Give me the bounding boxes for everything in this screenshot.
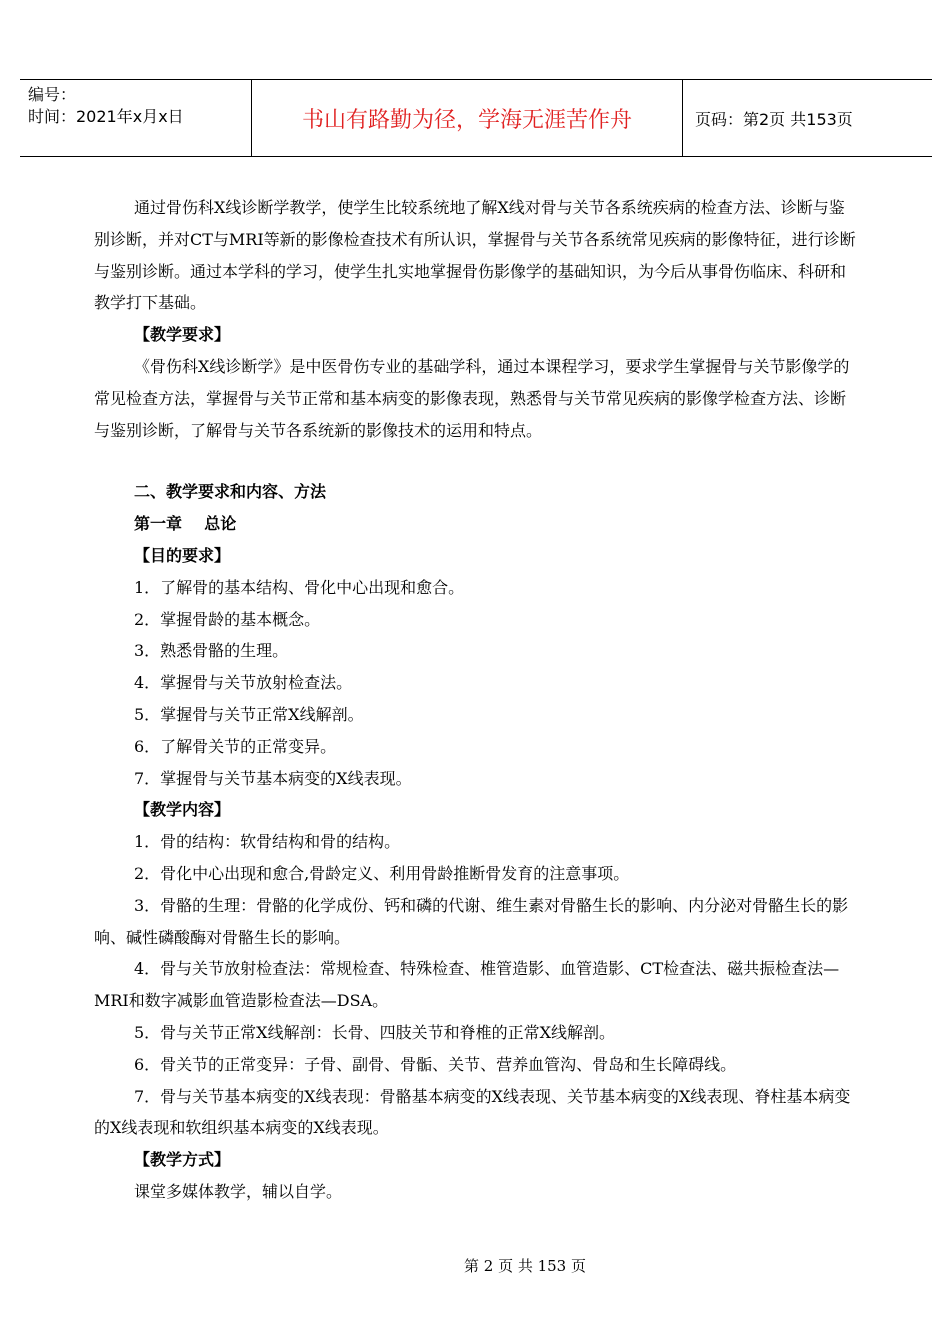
objective-item: 1．了解骨的基本结构、骨化中心出现和愈合。 [134, 577, 465, 597]
time-label: 时间：2021年x月x日 [28, 107, 184, 126]
section-heading: 二、教学要求和内容、方法 [134, 482, 327, 502]
objective-item: 5．掌握骨与关节正常X线解剖。 [134, 704, 364, 724]
header-motto: 书山有路勤为径，学海无涯苦作舟 [252, 80, 683, 156]
teaching-req-heading: 【教学要求】 [134, 325, 231, 345]
objective-item: 7．掌握骨与关节基本病变的X线表现。 [134, 768, 412, 788]
header-meta [20, 80, 252, 156]
content-item: 3．骨骼的生理：骨骼的化学成份、钙和磷的代谢、维生素对骨骼生长的影响、内分泌对骨骼生长的影响、碱性磷酸酶对骨骼生长的影响。 [94, 895, 849, 947]
content-item: 2．骨化中心出现和愈合,骨龄定义、利用骨龄推断骨发育的注意事项。 [134, 863, 630, 883]
content-item: 1．骨的结构：软骨结构和骨的结构。 [134, 832, 401, 852]
intro-paragraph: 通过骨伤科X线诊断学教学，使学生比较系统地了解X线对骨与关节各系统疾病的检查方法、诊断与鉴别诊断，并对CT与MRI等新的影像检查技术有所认识，掌握骨与关节各系统常见疾病的影像特征，进行诊断与鉴别诊断。通过本学科的学习，使学生扎实地掌握骨伤影像学的基础知识，为今后从事骨伤临床、科研和教学打下基础。 [94, 198, 856, 313]
content-item: 7．骨与关节基本病变的X线表现：骨骼基本病变的X线表现、关节基本病变的X线表现、脊柱基本病变的X线表现和软组织基本病变的X线表现。 [94, 1086, 851, 1138]
objective-item: 6．了解骨关节的正常变异。 [134, 736, 337, 756]
objective-item: 4．掌握骨与关节放射检查法。 [134, 673, 353, 693]
content-item: 6．骨关节的正常变异：子骨、副骨、骨骺、关节、营养血管沟、骨岛和生长障碍线。 [134, 1054, 737, 1074]
number-label: 编号： [28, 85, 77, 104]
teaching-req-paragraph: 《骨伤科X线诊断学》是中医骨伤专业的基础学科，通过本课程学习，要求学生掌握骨与关节影像学的常见检查方法，掌握骨与关节正常和基本病变的影像表现，熟悉骨与关节常见疾病的影像学检查方法、诊断与鉴别诊断，了解骨与关节各系统新的影像技术的运用和特点。 [94, 356, 850, 440]
page-header [20, 79, 932, 157]
content-item: 5．骨与关节正常X线解剖：长骨、四肢关节和脊椎的正常X线解剖。 [134, 1022, 615, 1042]
objectives-heading: 【目的要求】 [134, 545, 231, 565]
page-footer [0, 1255, 950, 1276]
footer-page-number: 第 2 页 共 153 页 [463, 1257, 586, 1275]
method-heading: 【教学方式】 [134, 1150, 231, 1170]
method-paragraph: 课堂多媒体教学，辅以自学。 [134, 1181, 343, 1201]
chapter-heading: 第一章 总论 [134, 514, 237, 534]
header-page-info: 页码：第2页 共153页 [695, 109, 853, 129]
spacer [94, 446, 856, 476]
document-body [94, 192, 856, 1208]
content-item: 4．骨与关节放射检查法：常规检查、特殊检查、椎管造影、血管造影、CT检查法、磁共振检查法—MRI和数字减影血管造影检查法—DSA。 [94, 959, 840, 1011]
objective-item: 2．掌握骨龄的基本概念。 [134, 609, 321, 629]
objective-item: 3．熟悉骨骼的生理。 [134, 641, 289, 661]
content-heading: 【教学内容】 [134, 800, 231, 820]
